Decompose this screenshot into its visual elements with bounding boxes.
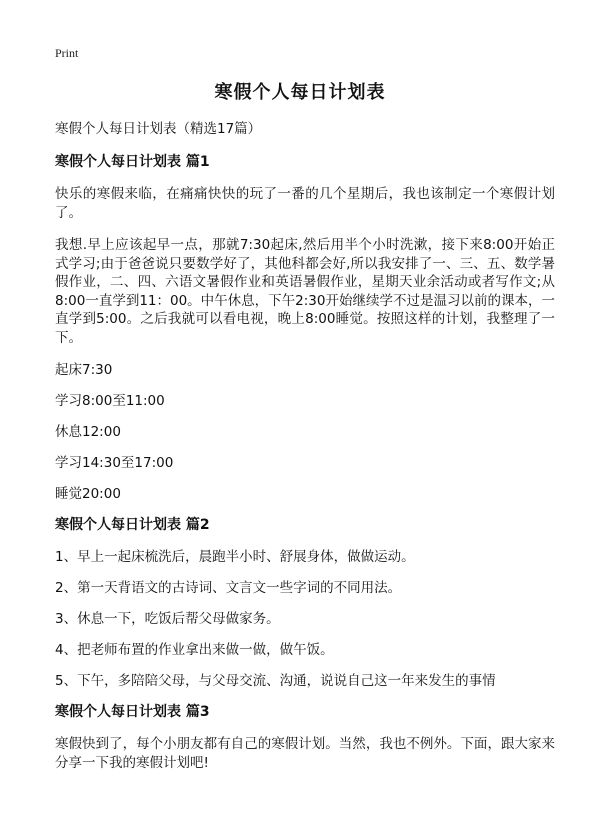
document-subtitle: 寒假个人每日计划表（精选17篇） [55,121,262,137]
schedule-item: 学习8:00至11:00 [55,393,165,409]
paragraph: 我想.早上应该起早一点，那就7:30起床,然后用半个小时洗漱，接下来8:00开始正式学习;由于爸爸说只要数学好了，其他科都会好,所以我安排了一、三、五、数学暑假作业，二、四、六语文暑假作业和英语暑假作业，星期天业余活动或者写作文;从8:00一直学到11：00。中午休息，下午2:30开始继续学不过是温习以前的课本，一直学到5:00。之后我就可以看电视，晚上8:00睡觉。按照这样的计划，我整理了一下。 [55,237,555,346]
paragraph: 寒假快到了，每个小朋友都有自己的寒假计划。当然，我也不例外。下面，跟大家来分享一下我的寒假计划吧! [55,736,555,771]
document-body [55,120,555,786]
section-3 [55,703,555,772]
list-item: 3、休息一下，吃饭后帮父母做家务。 [55,611,280,627]
schedule-item: 学习14:30至17:00 [55,455,174,471]
schedule-item: 起床7:30 [55,362,113,378]
page-title: 寒假个人每日计划表 [214,82,386,103]
section-2 [55,516,555,690]
paragraph: 快乐的寒假来临，在痛痛快快的玩了一番的几个星期后，我也该制定一个寒假计划了。 [55,186,555,221]
list-item: 4、把老师布置的作业拿出来做一做，做午饭。 [55,642,334,658]
list-item: 1、早上一起床梳洗后，晨跑半小时、舒展身体，做做运动。 [55,549,415,565]
section-heading: 寒假个人每日计划表 篇1 [55,154,210,170]
section-heading: 寒假个人每日计划表 篇2 [55,517,210,533]
list-item: 2、第一天背语文的古诗词、文言文一些字词的不同用法。 [55,580,402,596]
section-1 [55,153,555,503]
print-label[interactable]: Print [55,46,79,60]
schedule-item: 休息12:00 [55,424,121,440]
list-item: 5、下午，多陪陪父母，与父母交流、沟通，说说自己这一年来发生的事情 [55,673,496,689]
section-heading: 寒假个人每日计划表 篇3 [55,704,210,720]
schedule-item: 睡觉20:00 [55,486,121,502]
